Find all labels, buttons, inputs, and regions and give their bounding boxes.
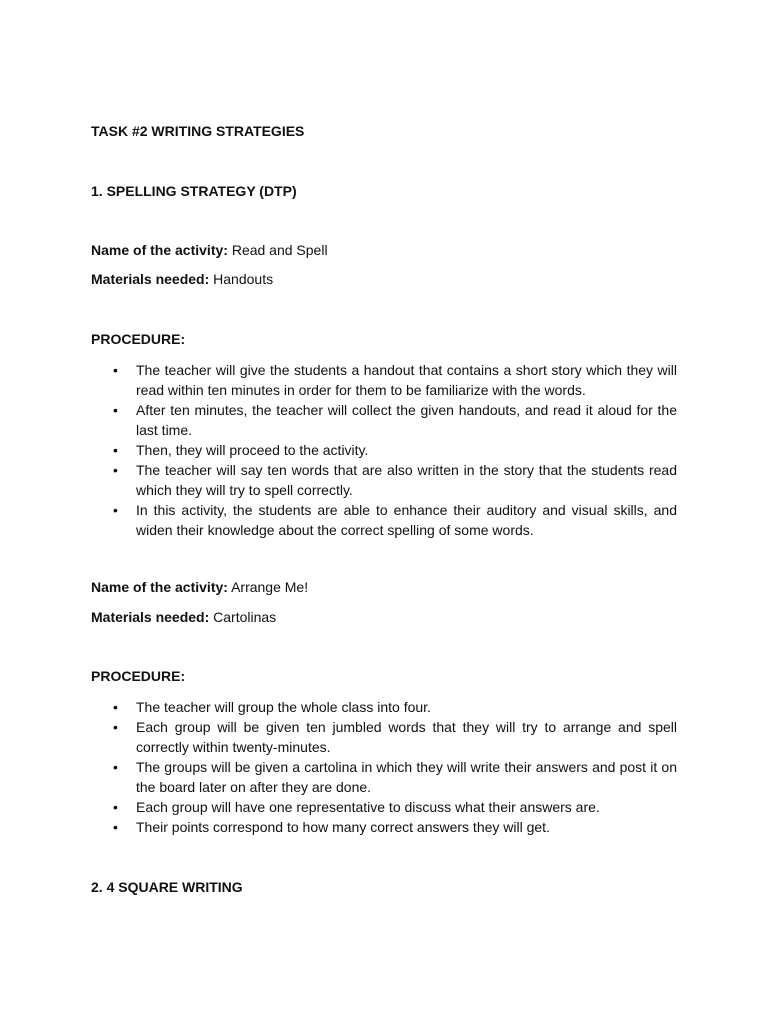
list-item-text: The teacher will give the students a handout that contains a short story which they will read within ten minutes in order for them to be familiarize with the words. [136,362,677,398]
materials-label: Materials needed: [91,271,210,287]
procedure-list [91,697,677,837]
materials-row [91,270,273,288]
activity-name-value: Read and Spell [231,242,328,258]
list-item-text: Then, they will proceed to the activity. [136,442,369,458]
list-item-text: In this activity, the students are able to enhance their auditory and visual skills, and widen their knowledge about the correct spelling of some words. [136,502,677,538]
activity-name-label: Name of the activity: [91,242,228,258]
bullet-icon: • [113,699,118,715]
activity-name-value: Arrange Me! [231,579,309,595]
activity-name-row [91,241,328,259]
list-item [91,797,677,817]
list-item [91,500,677,540]
bullet-icon: • [113,362,118,378]
section-heading-square-writing: 2. 4 SQUARE WRITING [91,879,243,895]
list-item-text: Each group will have one representative to discuss what their answers are. [136,799,600,815]
list-item-text: The teacher will group the whole class into four. [136,699,431,715]
list-item-text: Their points correspond to how many correct answers they will get. [136,819,550,835]
activity-name-label: Name of the activity: [91,579,228,595]
list-item [91,360,677,400]
bullet-icon: • [113,502,118,518]
activity-name-row [91,578,308,596]
bullet-icon: • [113,819,118,835]
list-item-text: Each group will be given ten jumbled words that they will try to arrange and spell correctly within twenty-minutes. [136,719,677,755]
list-item [91,440,677,460]
list-item [91,757,677,797]
procedure-list [91,360,677,540]
bullet-icon: • [113,462,118,478]
list-item-text: The teacher will say ten words that are also written in the story that the students read which they will try to spell correctly. [136,462,677,498]
list-item [91,717,677,757]
bullet-icon: • [113,759,118,775]
materials-value: Cartolinas [213,609,277,625]
materials-row [91,608,276,626]
materials-value: Handouts [213,271,274,287]
section-heading-spelling-strategy: 1. SPELLING STRATEGY (DTP) [91,183,297,199]
bullet-icon: • [113,799,118,815]
list-item-text: After ten minutes, the teacher will collect the given handouts, and read it aloud for the last time. [136,402,677,438]
document-title: TASK #2 WRITING STRATEGIES [91,123,305,139]
list-item [91,817,677,837]
bullet-icon: • [113,442,118,458]
list-item-text: The groups will be given a cartolina in which they will write their answers and post it on the board later on after they are done. [136,759,677,795]
procedure-heading: PROCEDURE: [91,668,186,684]
materials-label: Materials needed: [91,609,210,625]
list-item [91,697,677,717]
procedure-heading: PROCEDURE: [91,331,186,347]
bullet-icon: • [113,719,118,735]
list-item [91,460,677,500]
list-item [91,400,677,440]
bullet-icon: • [113,402,118,418]
